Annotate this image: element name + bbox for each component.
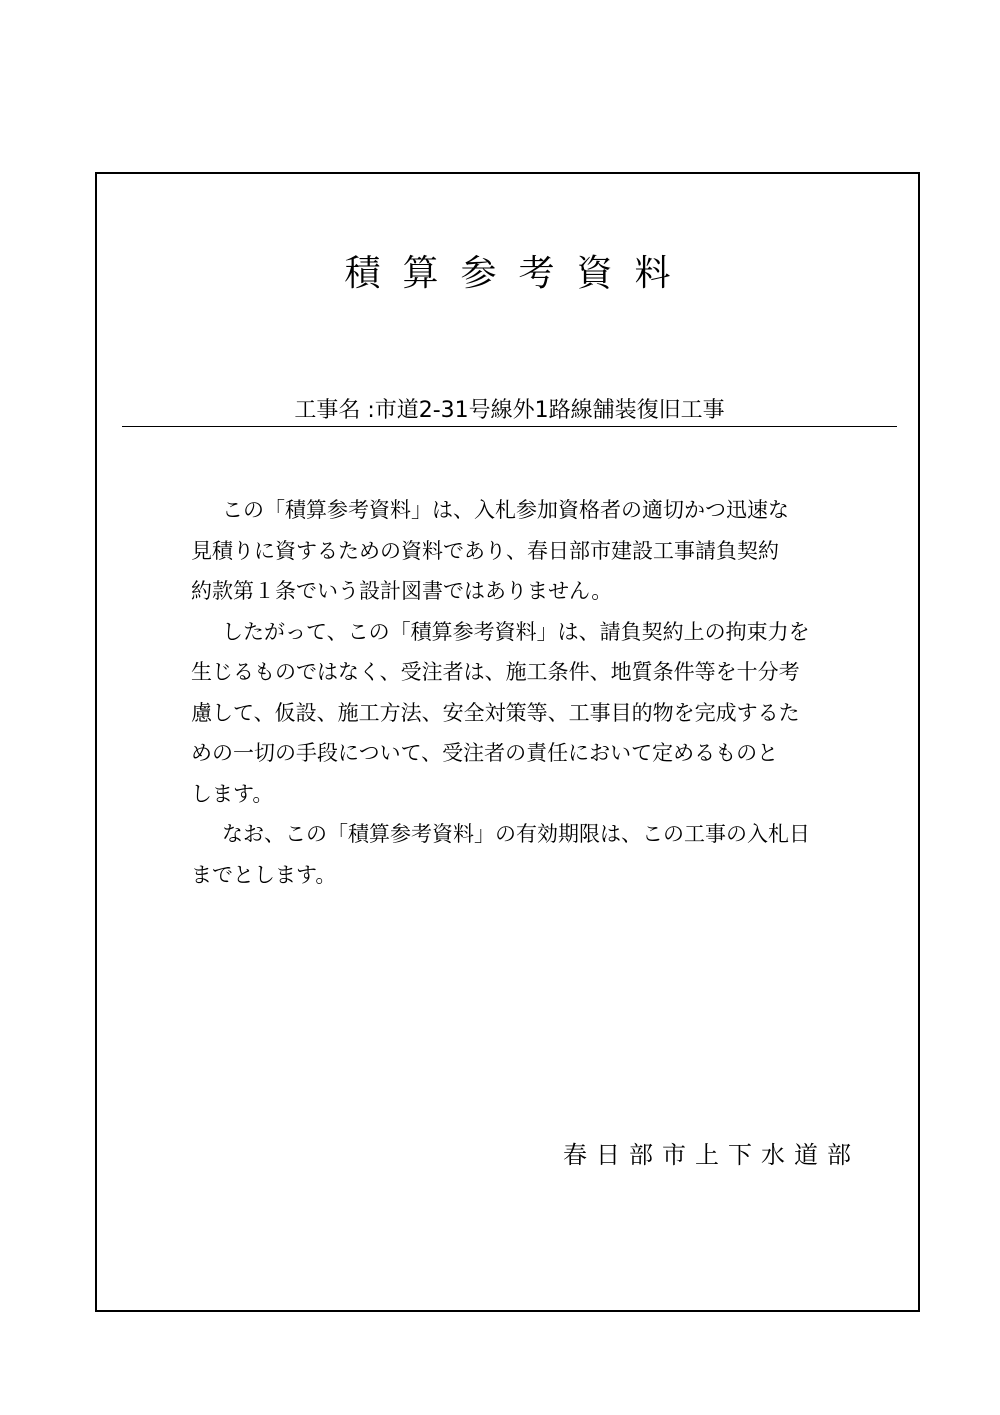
paragraph-line: 生じるものではなく、受注者は、施工条件、地質条件等を十分考 xyxy=(191,660,800,684)
document-frame xyxy=(95,172,920,1312)
paragraph-line: この「積算参考資料」は、入札参加資格者の適切かつ迅速な xyxy=(222,498,789,522)
project-name-line: 工事名 :市道2-31号線外1路線舗装復旧工事 xyxy=(122,396,897,427)
paragraph-line: します。 xyxy=(191,781,274,806)
paragraph-line: したがって、この「積算参考資料」は、請負契約上の拘束力を xyxy=(222,619,810,644)
disclaimer-text xyxy=(191,490,841,895)
paragraph-line: 慮して、仮設、施工方法、安全対策等、工事目的物を完成するた xyxy=(191,700,800,725)
issuer-name: 春日部市上下水道部 xyxy=(563,1141,860,1169)
document-title: 積算参考資料 xyxy=(344,253,693,294)
paragraph-line: なお、この「積算参考資料」の有効期限は、この工事の入札日 xyxy=(222,822,810,846)
paragraph-line: までとします。 xyxy=(191,862,337,887)
paragraph-line: めの一切の手段について、受注者の責任において定めるものと xyxy=(191,741,779,765)
paragraph-line: 約款第１条でいう設計図書ではありません。 xyxy=(191,579,613,603)
paragraph-line: 見積りに資するための資料であり、春日部市建設工事請負契約 xyxy=(191,538,779,563)
